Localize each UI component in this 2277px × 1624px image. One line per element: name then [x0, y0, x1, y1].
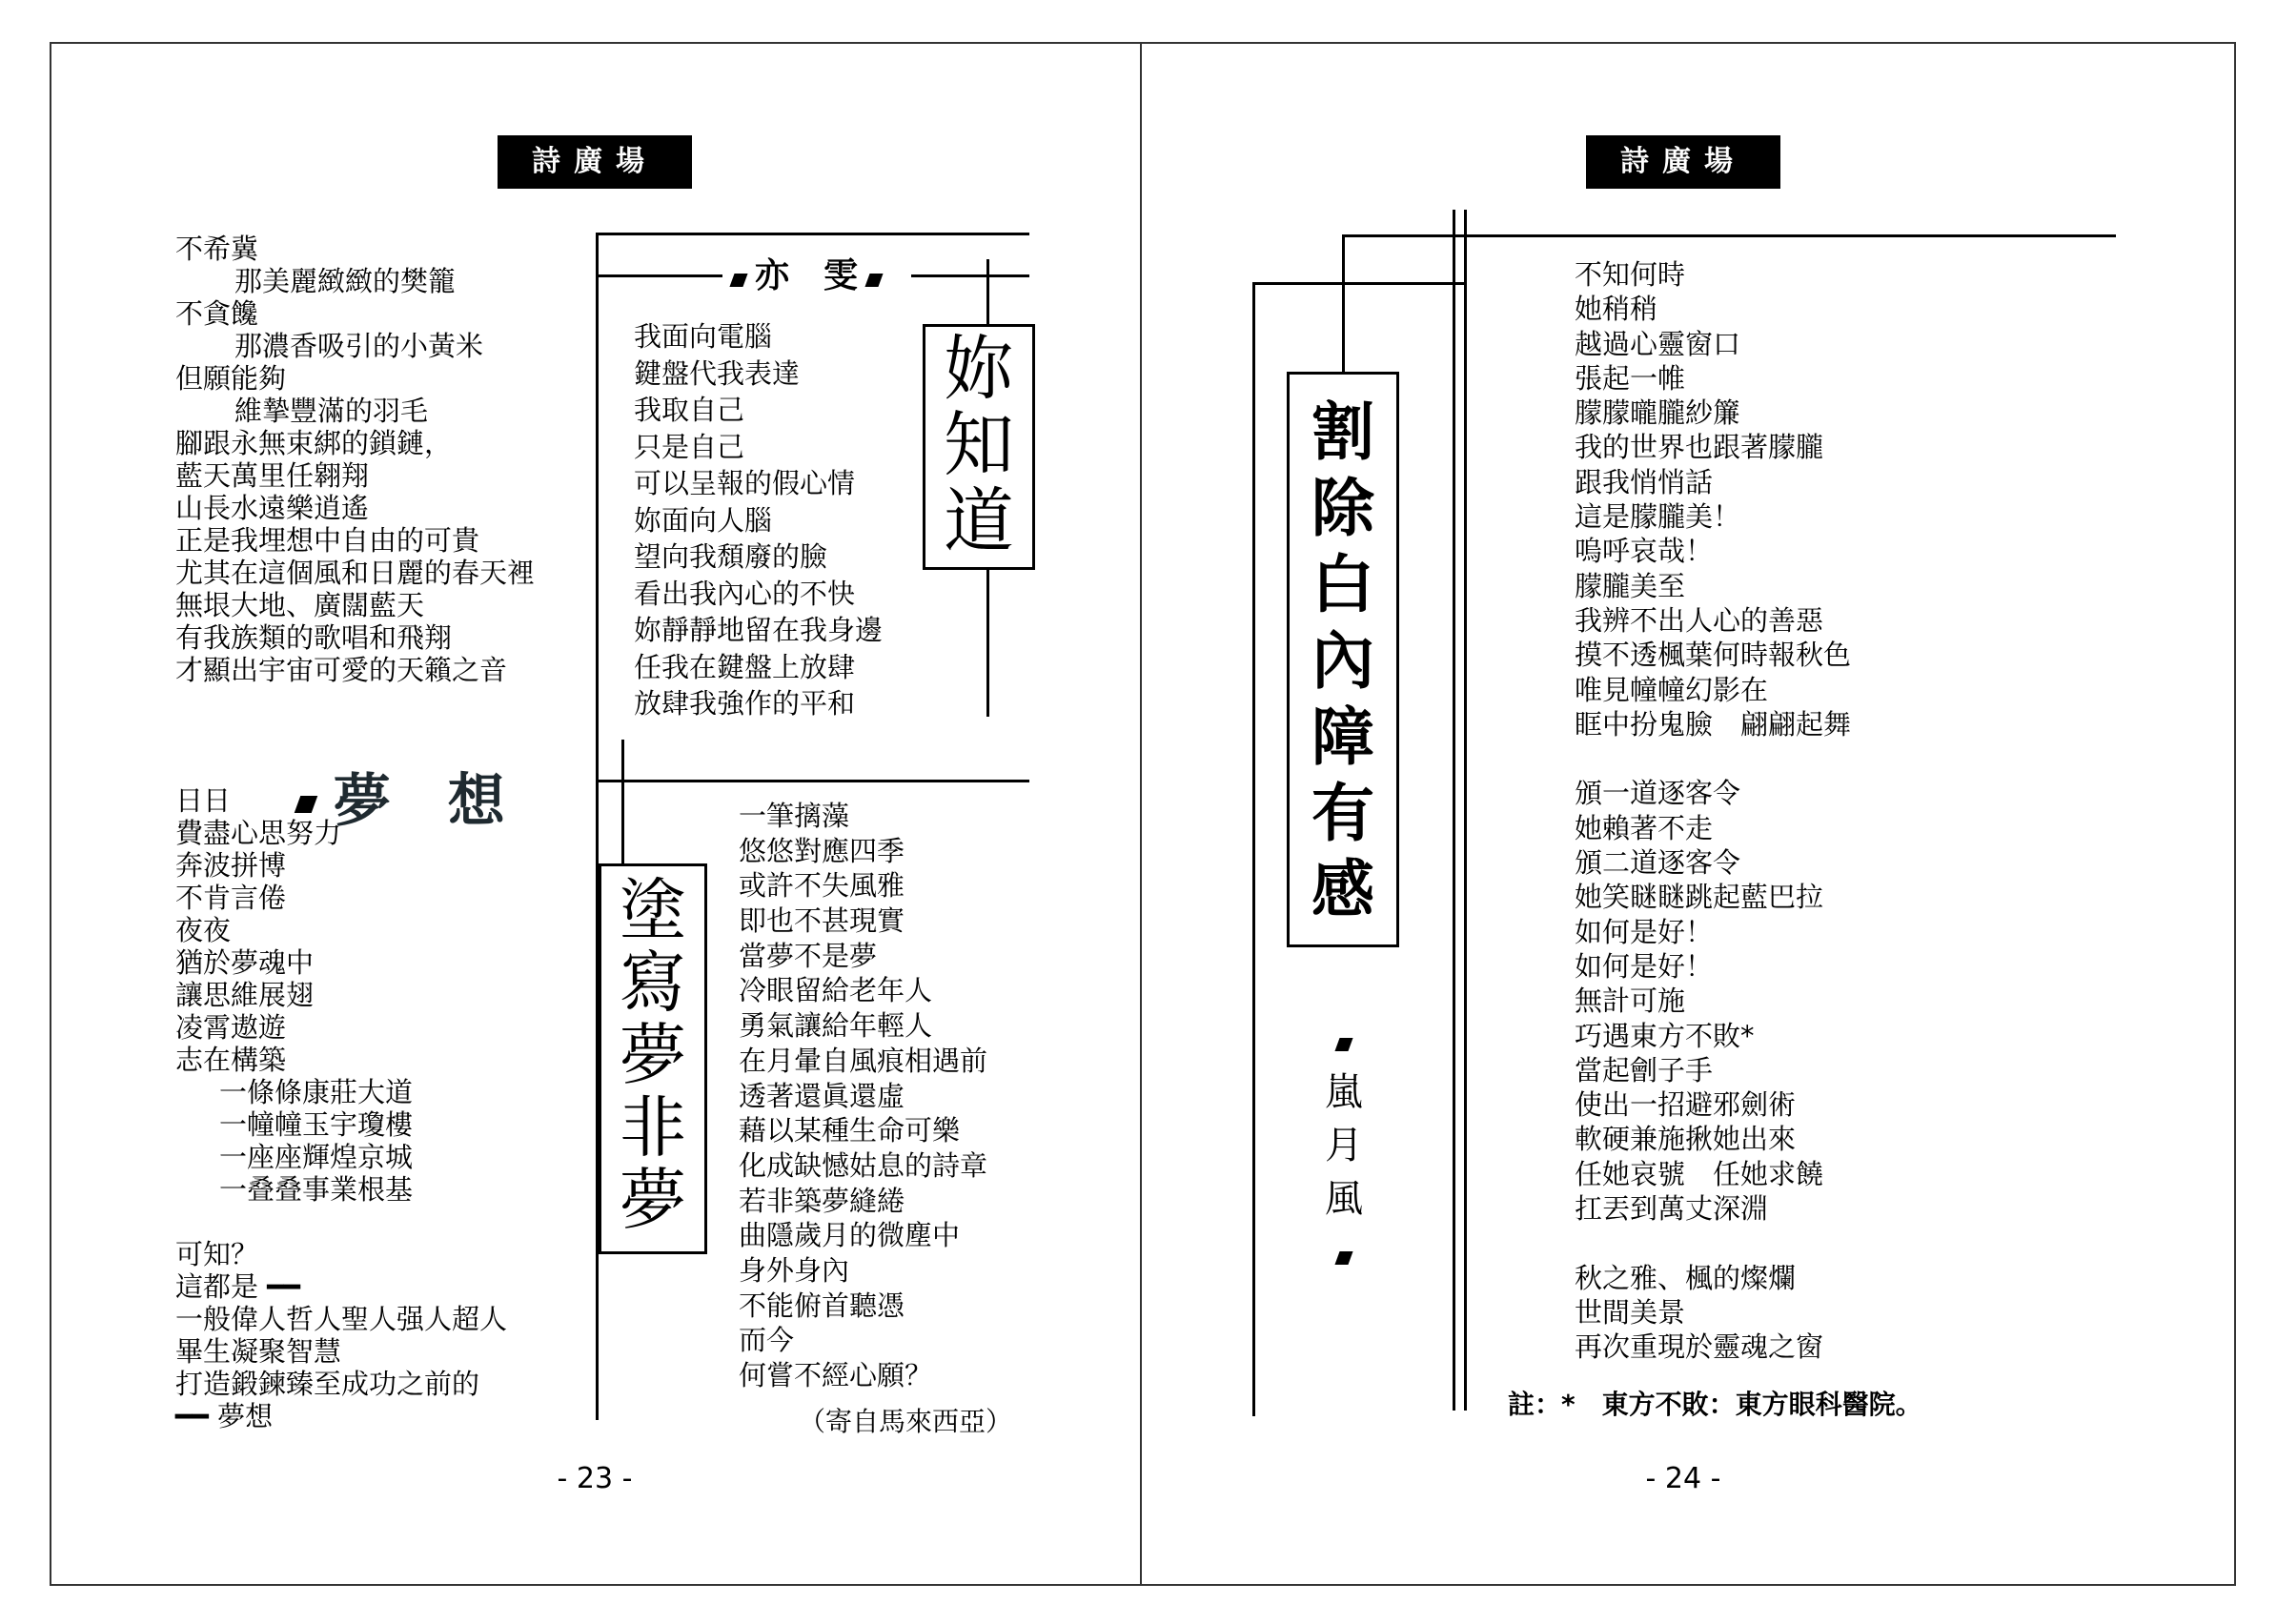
poem-line: 鍵盤代我表達	[634, 356, 801, 390]
poem-line: 我面向電腦	[634, 320, 773, 353]
poem-line: 悠悠對應四季	[739, 834, 905, 867]
poem-line: 一般偉人哲人聖人强人超人	[175, 1303, 508, 1335]
poem-line: 一叠叠事業根基	[219, 1173, 414, 1206]
title-char: 塗	[620, 871, 686, 949]
poem-line: 奔波拼博	[175, 849, 287, 882]
poem-line: 身外身內	[739, 1253, 850, 1287]
poem-line: 曲隱歲月的微塵中	[739, 1219, 961, 1252]
rule-top	[596, 233, 1029, 235]
author-char: 嵐	[1325, 1070, 1363, 1114]
rule-title-stem	[1342, 234, 1345, 377]
poem-line: 不肯言倦	[175, 882, 287, 914]
poem-line: 妳靜靜地留在我身邊	[634, 614, 884, 646]
poem-line: 放肆我強作的平和	[634, 687, 856, 720]
poem-line: 一座座輝煌京城	[219, 1141, 414, 1173]
poem-line: 任她哀號 任她求饒	[1575, 1157, 1824, 1190]
poem-line: ━━ 夢想	[175, 1400, 274, 1432]
poem-freedom	[175, 233, 535, 686]
rule-vertical-lower	[621, 740, 624, 863]
poem-line: 軟硬兼施揪她出來	[1575, 1123, 1797, 1156]
poem-line: 她稍稍	[1575, 293, 1658, 326]
poem-line: 我取自己	[634, 394, 745, 426]
poem-line: 再次重現於靈魂之窗	[1575, 1330, 1824, 1364]
title-char: 障	[1311, 700, 1374, 774]
poem-line: 尤其在這個風和日麗的春天裡	[175, 557, 536, 589]
poem-line: 日日	[175, 784, 232, 817]
poem-line: 張起一帷	[1575, 361, 1686, 395]
square-bullet-icon	[864, 274, 883, 287]
title-ni-zhidao	[923, 324, 1035, 570]
rule-top-right	[1342, 234, 2116, 237]
rule-double-1	[1453, 210, 1455, 1411]
square-bullet-icon	[729, 274, 747, 287]
poem-dream	[175, 784, 507, 1432]
poem-line: 一筆摛藻	[739, 800, 850, 832]
poem-line: 即也不甚現實	[739, 904, 905, 938]
poem-line: 透著還眞還虛	[739, 1079, 905, 1112]
page-divider	[1140, 42, 1142, 1584]
rule-middle	[599, 780, 1029, 782]
poem-line: 我的世界也跟著朦朧	[1575, 431, 1824, 464]
poem-line: 秋之雅、楓的燦爛	[1575, 1261, 1797, 1294]
author-yiwen-text: 亦 雯	[755, 256, 859, 295]
poem-line: 她笑瞇瞇跳起藍巴拉	[1575, 881, 1824, 914]
poem-line: 費盡心思努力	[175, 817, 342, 849]
author-char: 月	[1325, 1124, 1363, 1167]
right-page-header: 詩廣場	[1586, 135, 1780, 189]
poem-line: 不知何時	[1575, 258, 1686, 291]
poem-line: 可知？	[175, 1238, 259, 1270]
title-char: 寫	[620, 944, 686, 1022]
author-char: 風	[1325, 1177, 1363, 1221]
rule-box-left	[1252, 282, 1255, 1416]
poem-line: 無計可施	[1575, 985, 1686, 1018]
poem-line: 如何是好！	[1575, 949, 1714, 983]
title-char: 夢	[620, 1161, 686, 1239]
poem-line: 妳面向人腦	[634, 503, 773, 537]
poem-line: 一條條康莊大道	[219, 1076, 414, 1108]
poem-line: 這是朦朧美！	[1575, 500, 1741, 534]
poem-line: 志在構築	[175, 1044, 287, 1076]
sign-off: （寄自馬來西亞）	[799, 1406, 1013, 1437]
poem-line: 猶於夢魂中	[175, 946, 315, 979]
title-char: 內	[1311, 623, 1374, 698]
poem-line: 頒二道逐客令	[1575, 846, 1741, 880]
poem-line: 打造鍛鍊臻至成功之前的	[175, 1368, 480, 1400]
poem-line: 維摯豐滿的羽毛	[234, 395, 429, 427]
title-char: 割	[1311, 395, 1374, 469]
poem-tuxie	[739, 799, 987, 1393]
title-char: 除	[1311, 471, 1374, 545]
poem-line: 正是我埋想中自由的可貴	[175, 524, 480, 557]
poem-line: 嗚呼哀哉！	[1575, 535, 1714, 568]
poem-line: 藍天萬里任翱翔	[175, 459, 370, 492]
poem-line: 在月暈自風痕相遇前	[739, 1044, 988, 1077]
poem-line: 摸不透楓葉何時報秋色	[1575, 639, 1852, 672]
poem-line: 世間美景	[1575, 1295, 1686, 1329]
title-cataract	[1287, 372, 1399, 947]
poem-line: 使出一招避邪劍術	[1575, 1088, 1797, 1122]
poem-line: 才顯出宇宙可愛的天籟之音	[175, 654, 508, 686]
poem-line: 冷眼留給老年人	[739, 974, 933, 1007]
poem-ni-zhidao	[634, 318, 883, 722]
poem-line: 可以呈報的假心情	[634, 467, 856, 499]
poem-line: 當夢不是夢	[739, 939, 878, 972]
poem-line: 何嘗不經心願？	[739, 1359, 933, 1391]
poem-line: 有我族類的歌唱和飛翔	[175, 621, 453, 654]
poem-line: 這都是 ━━	[175, 1270, 301, 1303]
poem-line: 望向我頹廢的臉	[634, 540, 828, 573]
dream-title-text: 夢 想	[333, 768, 505, 835]
poem-line: 腳跟永無束綁的鎖鏈，	[175, 427, 453, 459]
poem-line: 那濃香吸引的小黃米	[234, 330, 484, 362]
poem-line: 當起劊子手	[1575, 1053, 1714, 1086]
poem-line: 不貪饞	[175, 297, 259, 330]
poem-line: 讓思維展翅	[175, 979, 315, 1011]
poem-line: 朦朦曨朧紗簾	[1575, 396, 1741, 430]
poem-line: 畢生凝聚智慧	[175, 1335, 342, 1368]
poem-line: 扛丟到萬丈深淵	[1575, 1192, 1769, 1226]
poem-line: 勇氣讓給年輕人	[739, 1009, 933, 1043]
rule-box-top	[1252, 282, 1466, 285]
poem-line: 但願能夠	[175, 362, 287, 395]
rule-author-right	[911, 274, 1029, 277]
poem-line: 化成缺憾姑息的詩章	[739, 1148, 988, 1182]
poem-line: 不希冀	[175, 233, 259, 265]
page-number-24: - 24 -	[1645, 1462, 1721, 1495]
title-tuxie	[599, 863, 707, 1254]
left-page-header: 詩廣場	[498, 135, 692, 189]
rule-double-2	[1464, 210, 1467, 1411]
stanza-gap	[175, 1206, 507, 1238]
poem-line: 只是自己	[634, 430, 745, 463]
poem-line: 越過心靈窗口	[1575, 327, 1741, 360]
stanza-gap	[1575, 1226, 1851, 1260]
author-lanyuefeng	[1315, 1012, 1372, 1279]
page-number-23: - 23 -	[557, 1462, 633, 1495]
poem-line: 藉以某種生命可樂	[739, 1114, 961, 1147]
poem-line: 唯見幢幢幻影在	[1575, 673, 1769, 706]
square-bullet-icon	[1334, 1251, 1352, 1265]
title-char: 知	[944, 404, 1014, 486]
title-char: 白	[1311, 547, 1374, 621]
title-char: 有	[1311, 776, 1374, 850]
poem-line: 朦朧美至	[1575, 569, 1686, 602]
poem-line: 跟我悄悄話	[1575, 465, 1714, 498]
poem-line: 巧遇東方不敗*	[1575, 1019, 1755, 1052]
poem-line: 一幢幢玉宇瓊樓	[219, 1108, 414, 1141]
title-char: 非	[620, 1088, 686, 1167]
footnote: 註：* 東方不敗：東方眼科醫院。	[1508, 1389, 1922, 1420]
poem-line: 凌霄遨遊	[175, 1011, 287, 1044]
poem-line: 她賴著不走	[1575, 811, 1714, 844]
title-char: 道	[944, 480, 1014, 562]
poem-line: 不能俯首聽憑	[739, 1289, 905, 1322]
poem-line: 而今	[739, 1324, 795, 1357]
poem-line: 如何是好！	[1575, 915, 1714, 948]
rule-author-left	[599, 274, 722, 277]
title-char: 妳	[944, 328, 1014, 410]
poem-line: 看出我內心的不快	[634, 577, 856, 610]
poem-line: 頒一道逐客令	[1575, 777, 1741, 810]
stanza-gap	[1575, 741, 1851, 776]
poem-line: 眶中扮鬼臉 翩翩起舞	[1575, 707, 1852, 741]
poem-line: 我辨不出人心的善惡	[1575, 603, 1824, 637]
title-char: 感	[1311, 852, 1374, 926]
poem-line: 無垠大地、廣闊藍天	[175, 589, 425, 621]
title-char: 夢	[620, 1016, 686, 1094]
poem-cataract	[1575, 257, 1851, 1365]
poem-line: 或許不失風雅	[739, 869, 905, 903]
poem-line: 若非築夢縫綣	[739, 1184, 905, 1217]
poem-line: 夜夜	[175, 914, 232, 946]
poem-line: 任我在鍵盤上放肆	[634, 650, 856, 683]
square-bullet-icon	[1334, 1038, 1352, 1051]
author-yiwen	[732, 257, 881, 295]
poem-line: 山長水遠樂逍遙	[175, 492, 370, 524]
poem-line: 那美麗緻緻的樊籠	[234, 265, 457, 297]
